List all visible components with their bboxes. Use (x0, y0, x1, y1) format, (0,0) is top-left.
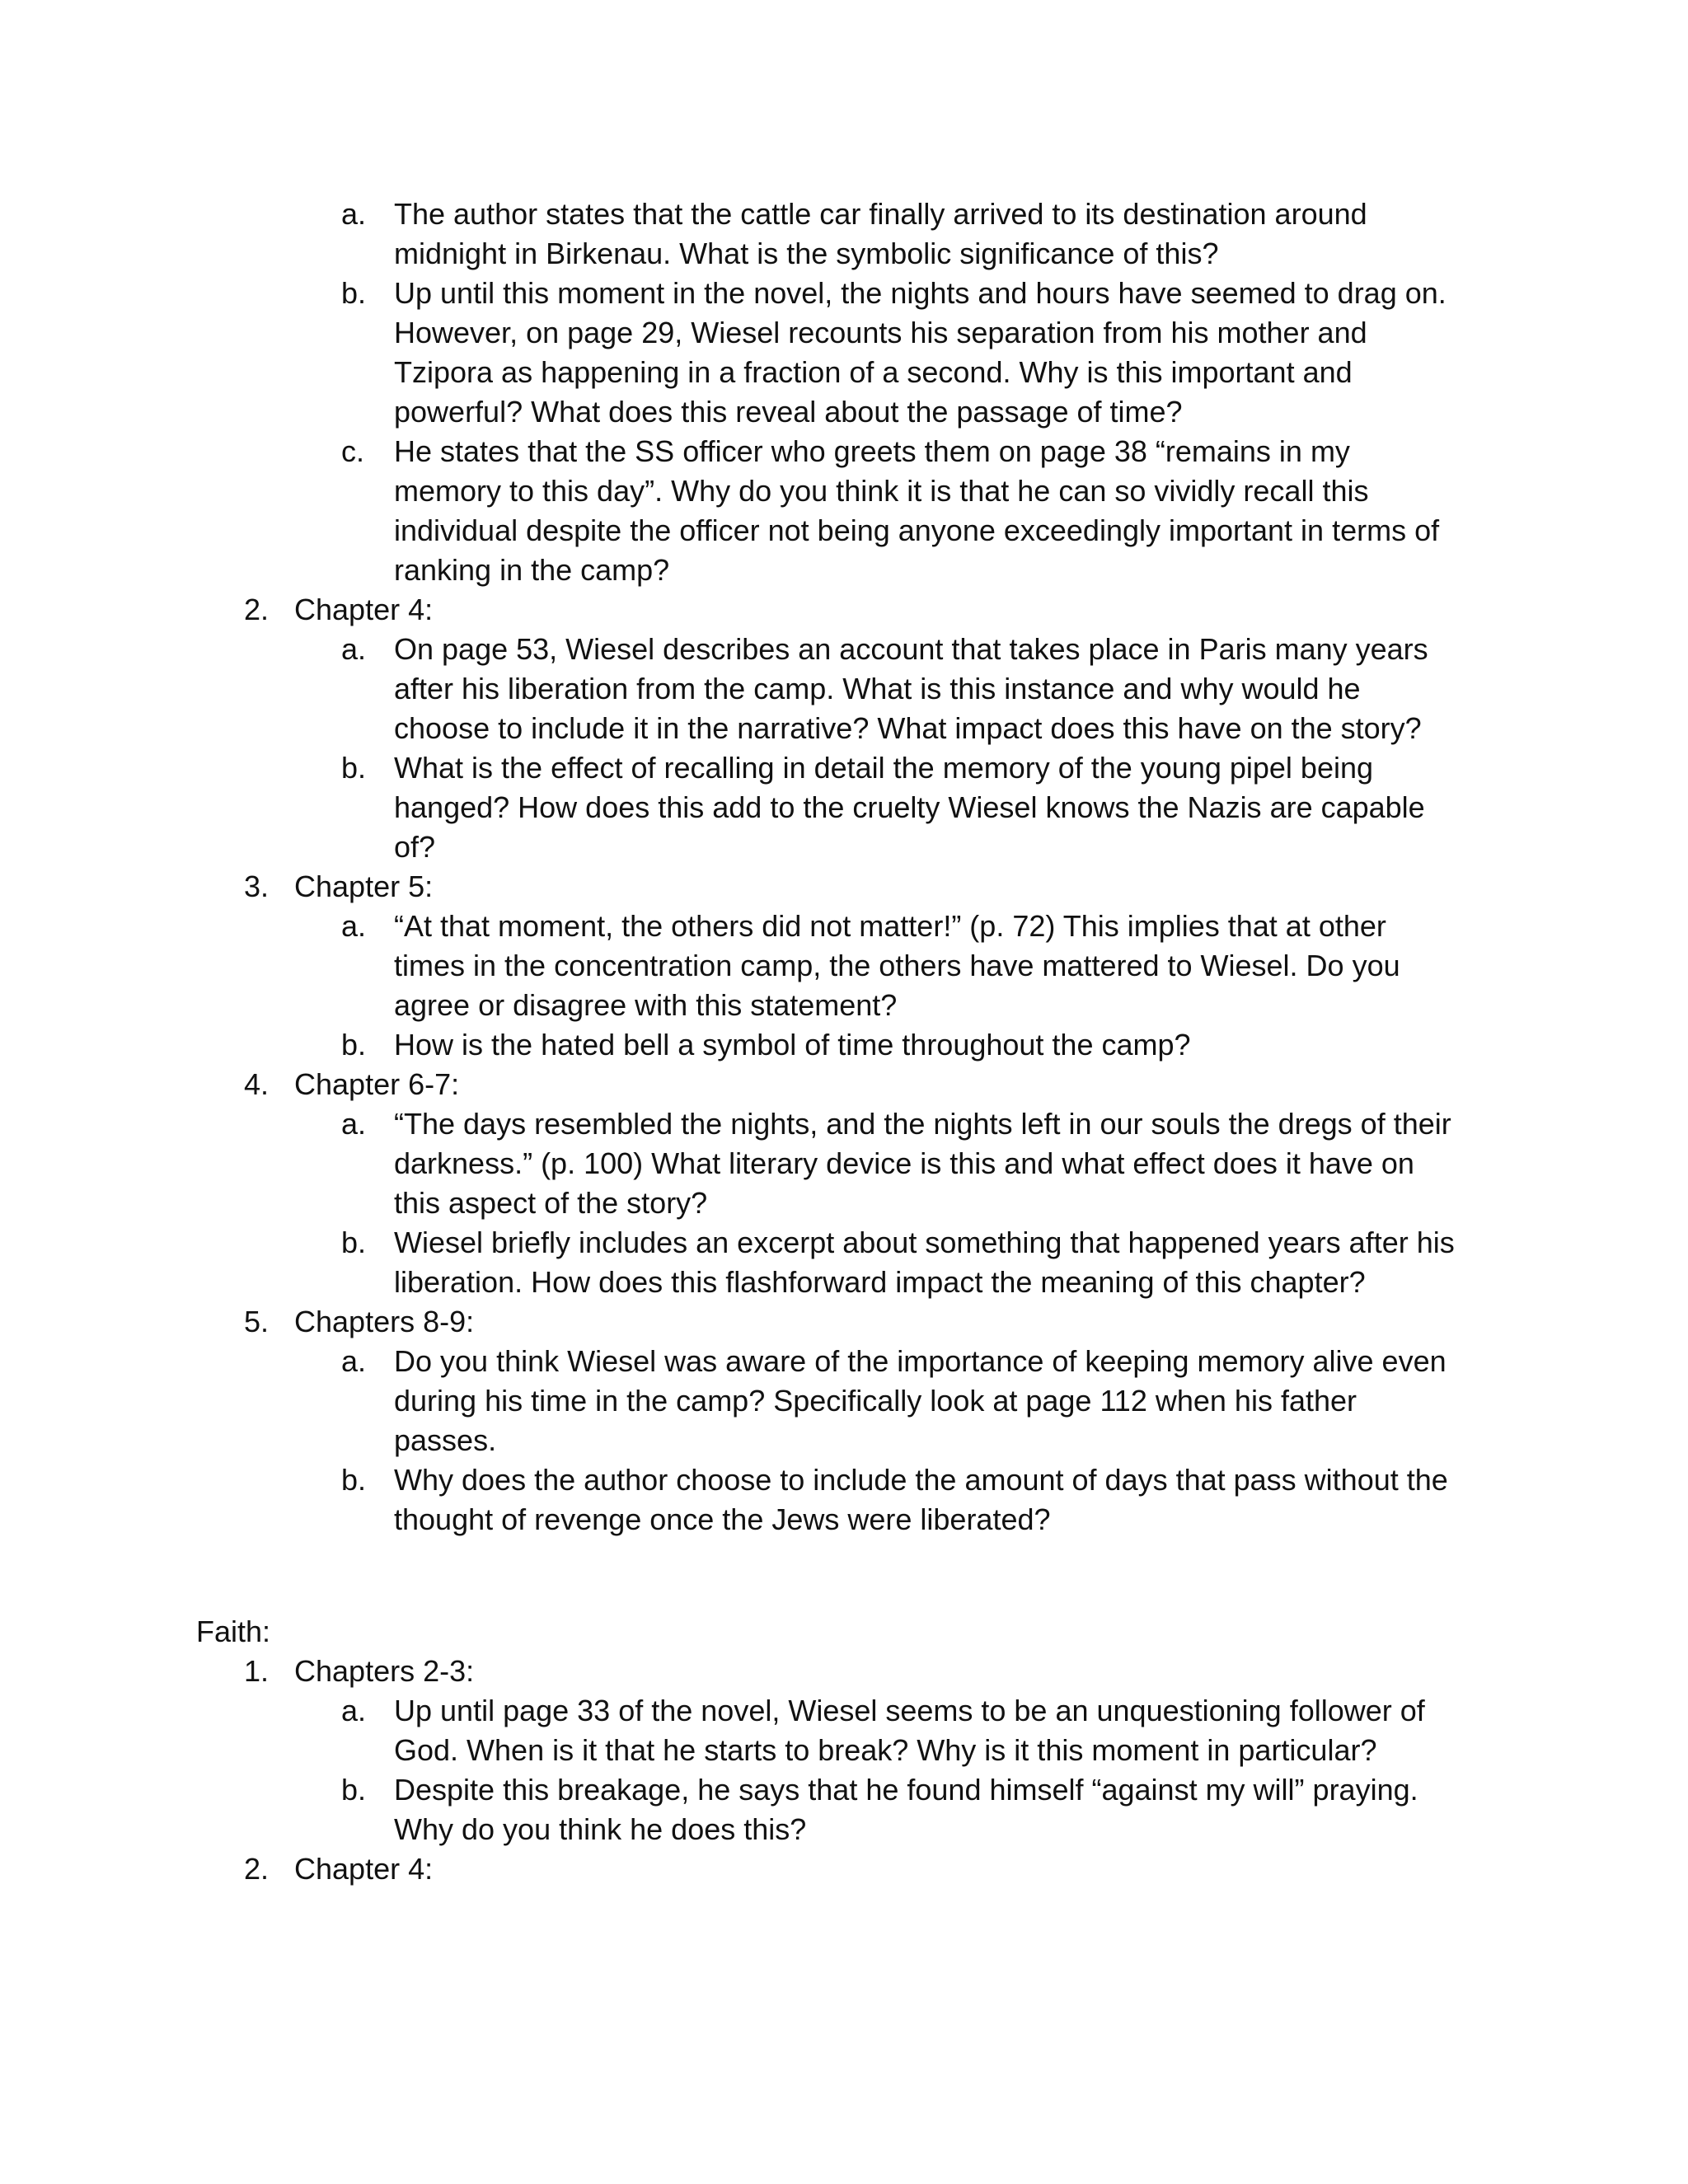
text-line: individual despite the officer not being anyone exceedingly important in terms of (394, 513, 1440, 547)
text-line: times in the concentration camp, the others have mattered to Wiesel. Do you (394, 949, 1400, 982)
text-line: of? (394, 830, 436, 864)
text-line: He states that the SS officer who greets them on page 38 “remains in my (394, 434, 1350, 468)
chapter-label: Chapters 2-3: (294, 1654, 475, 1688)
text-line: memory to this day”. Why do you think it is that he can so vividly recall this (394, 474, 1369, 508)
text-line: However, on page 29, Wiesel recounts his separation from his mother and (394, 316, 1367, 349)
list-marker: b. (341, 1226, 367, 1259)
list-marker: b. (341, 276, 367, 310)
chapter-label: Chapter 5: (294, 869, 434, 903)
text-line: darkness.” (p. 100) What literary device is this and what effect does it have on (394, 1146, 1414, 1180)
text-line: passes. (394, 1423, 497, 1457)
chapter-label: Chapter 6-7: (294, 1067, 460, 1101)
text-line: Why do you think he does this? (394, 1812, 807, 1846)
text-line: hanged? How does this add to the cruelty Wiesel knows the Nazis are capable (394, 790, 1425, 824)
text-line: during his time in the camp? Specifically look at page 112 when his father (394, 1384, 1357, 1418)
text-line: midnight in Birkenau. What is the symbolic significance of this? (394, 237, 1219, 270)
text-line: Tzipora as happening in a fraction of a second. Why is this important and (394, 355, 1353, 389)
list-marker: a. (341, 1694, 367, 1727)
text-line: The author states that the cattle car finally arrived to its destination around (394, 197, 1367, 231)
list-number: 4. (244, 1067, 270, 1101)
text-line: On page 53, Wiesel describes an account that takes place in Paris many years (394, 632, 1428, 666)
text-line: powerful? What does this reveal about the passage of time? (394, 395, 1183, 429)
list-marker: a. (341, 197, 367, 231)
list-marker: b. (341, 1463, 367, 1497)
text-line: liberation. How does this flashforward impact the meaning of this chapter? (394, 1265, 1366, 1299)
list-number: 1. (244, 1654, 270, 1688)
text-line: thought of revenge once the Jews were liberated? (394, 1502, 1051, 1536)
list-marker: b. (341, 1773, 367, 1807)
text-line: ranking in the camp? (394, 553, 670, 587)
chapter-label: Chapter 4: (294, 1852, 434, 1886)
text-line: agree or disagree with this statement? (394, 988, 898, 1022)
text-line: Wiesel briefly includes an excerpt about something that happened years after his (394, 1226, 1455, 1259)
list-number: 2. (244, 1852, 270, 1886)
list-marker: b. (341, 751, 367, 785)
text-line: after his liberation from the camp. What is this instance and why would he (394, 672, 1361, 705)
list-marker: a. (341, 1107, 367, 1141)
text-line: Up until this moment in the novel, the nights and hours have seemed to drag on. (394, 276, 1447, 310)
list-marker: a. (341, 1344, 367, 1378)
text-line: What is the effect of recalling in detail the memory of the young pipel being (394, 751, 1374, 785)
list-marker: c. (341, 434, 365, 468)
text-line: “The days resembled the nights, and the nights left in our souls the dregs of their (394, 1107, 1451, 1141)
text-line: Despite this breakage, he says that he found himself “against my will” praying. (394, 1773, 1418, 1807)
text-line: this aspect of the story? (394, 1186, 708, 1220)
text-line: Why does the author choose to include the amount of days that pass without the (394, 1463, 1448, 1497)
list-number: 5. (244, 1305, 270, 1338)
section-heading: Faith: (196, 1615, 271, 1648)
chapter-label: Chapter 4: (294, 593, 434, 626)
text-line: How is the hated bell a symbol of time throughout the camp? (394, 1028, 1191, 1062)
text-line: choose to include it in the narrative? What impact does this have on the story? (394, 711, 1422, 745)
list-number: 3. (244, 869, 270, 903)
list-marker: b. (341, 1028, 367, 1062)
list-marker: a. (341, 632, 367, 666)
list-marker: a. (341, 909, 367, 943)
text-line: “At that moment, the others did not matter!” (p. 72) This implies that at other (394, 909, 1386, 943)
text-line: Do you think Wiesel was aware of the importance of keeping memory alive even (394, 1344, 1447, 1378)
text-line: God. When is it that he starts to break? Why is it this moment in particular? (394, 1733, 1377, 1767)
text-line: Up until page 33 of the novel, Wiesel seems to be an unquestioning follower of (394, 1694, 1425, 1727)
chapter-label: Chapters 8-9: (294, 1305, 475, 1338)
list-number: 2. (244, 593, 270, 626)
